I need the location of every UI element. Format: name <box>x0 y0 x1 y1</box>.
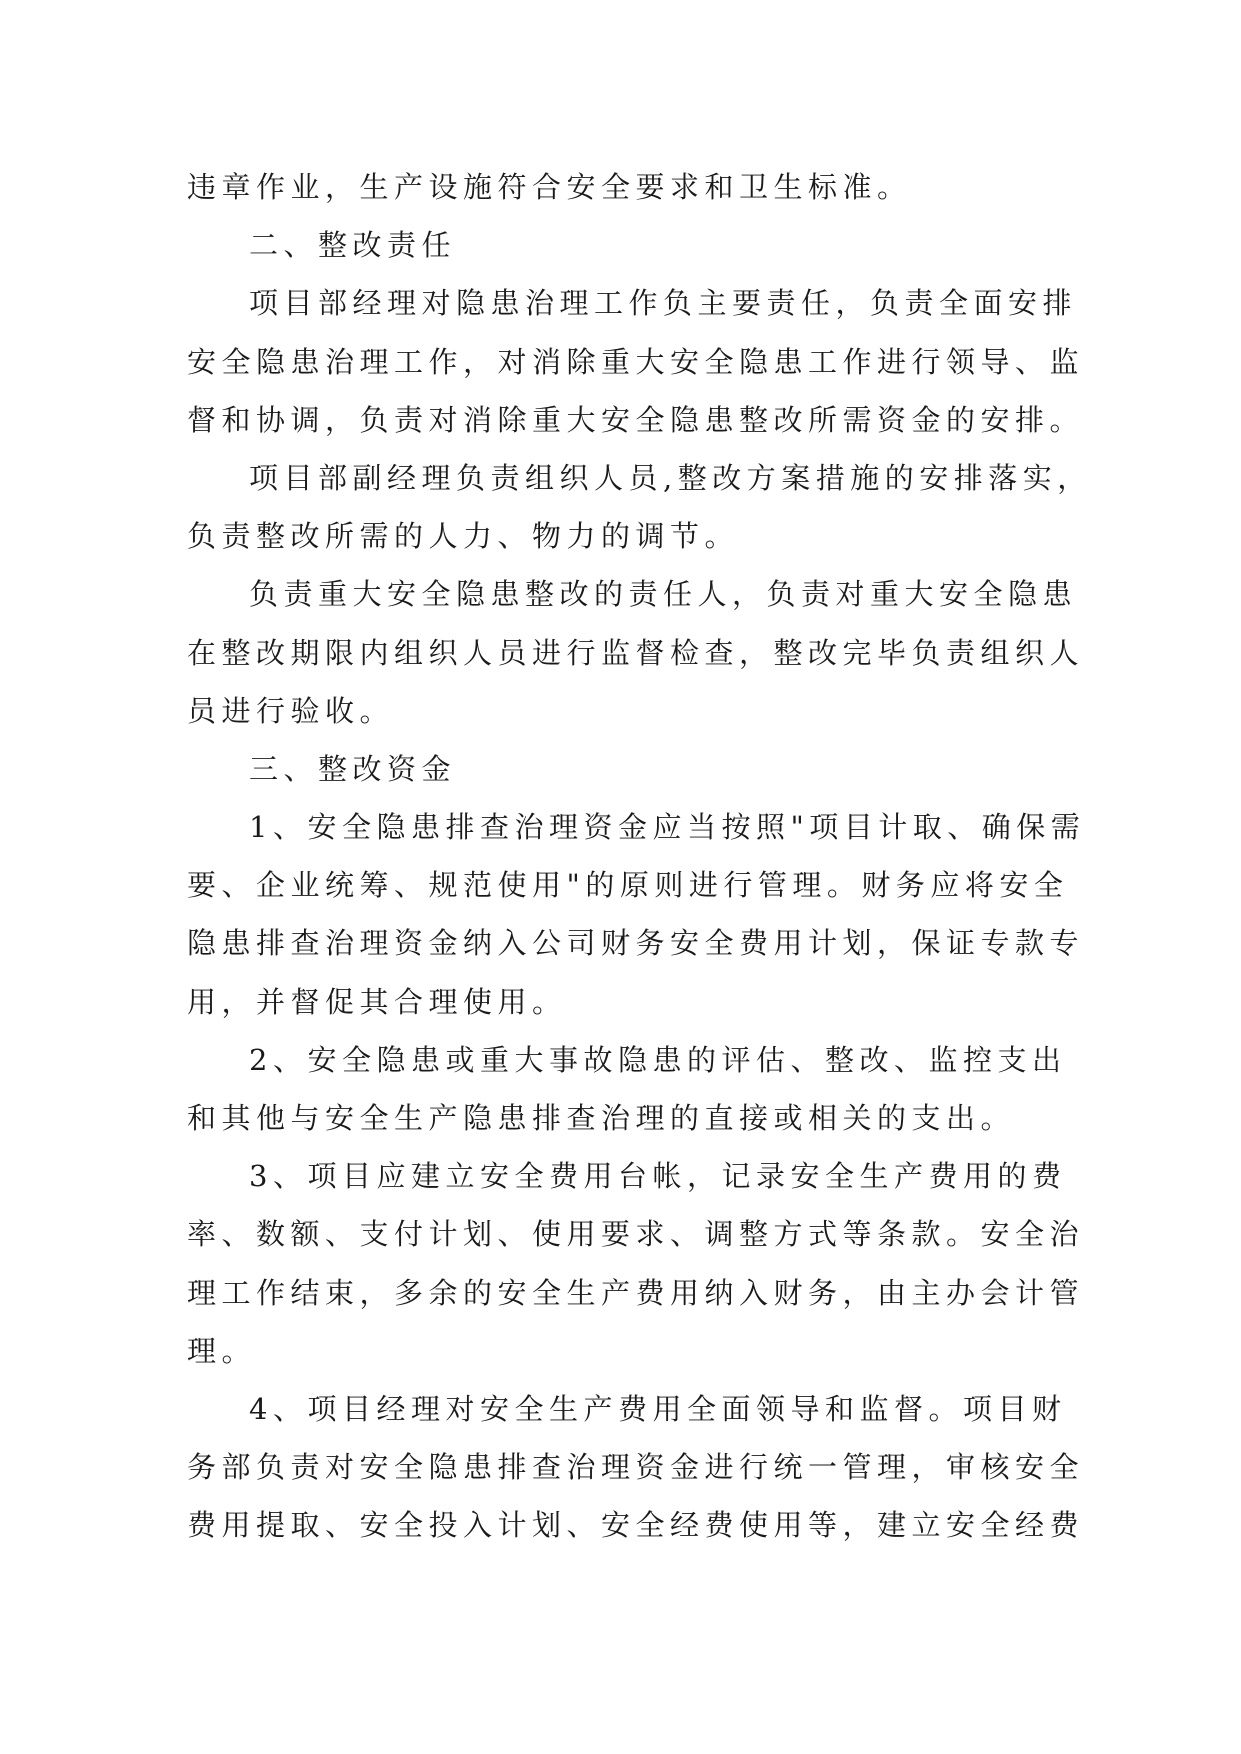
text-line: 3、项目应建立安全费用台帐，记录安全生产费用的费 <box>249 1159 1067 1194</box>
text-line: 督和协调，负责对消除重大安全隐患整改所需资金的安排。 <box>187 402 1085 437</box>
document-body <box>187 158 1092 1555</box>
text-line: 在整改期限内组织人员进行监督检查，整改完毕负责组织人 <box>187 635 1085 670</box>
section-heading: 二、整改责任 <box>249 228 457 263</box>
section-heading: 三、整改资金 <box>249 751 457 786</box>
text-line: 费用提取、安全投入计划、安全经费使用等，建立安全经费 <box>187 1508 1085 1543</box>
text-line: 理。 <box>187 1333 257 1368</box>
text-line: 要、企业统筹、规范使用"的原则进行管理。财务应将安全 <box>187 868 1069 903</box>
text-line: 员进行验收。 <box>187 693 395 728</box>
text-line: 负责整改所需的人力、物力的调节。 <box>187 519 740 554</box>
text-line: 率、数额、支付计划、使用要求、调整方式等条款。安全治 <box>187 1217 1085 1252</box>
text-line: 4、项目经理对安全生产费用全面领导和监督。项目财 <box>249 1391 1067 1426</box>
text-line: 1、安全隐患排查治理资金应当按照"项目计取、确保需 <box>249 810 1086 845</box>
text-line: 项目部经理对隐患治理工作负主要责任，负责全面安排 <box>249 286 1078 321</box>
text-line: 和其他与安全生产隐患排查治理的直接或相关的支出。 <box>187 1101 1016 1135</box>
text-line: 违章作业，生产设施符合安全要求和卫生标准。 <box>187 170 912 204</box>
text-line: 用，并督促其合理使用。 <box>187 984 567 1019</box>
text-line: 理工作结束，多余的安全生产费用纳入财务，由主办会计管 <box>187 1275 1085 1310</box>
text-line: 隐患排查治理资金纳入公司财务安全费用计划，保证专款专 <box>187 926 1085 961</box>
text-line: 务部负责对安全隐患排查治理资金进行统一管理，审核安全 <box>187 1450 1085 1485</box>
text-line: 2、安全隐患或重大事故隐患的评估、整改、监控支出 <box>249 1042 1067 1077</box>
text-line: 安全隐患治理工作，对消除重大安全隐患工作进行领导、监 <box>187 344 1085 379</box>
text-line: 项目部副经理负责组织人员,整改方案措施的安排落实， <box>249 460 1092 495</box>
text-line: 负责重大安全隐患整改的责任人，负责对重大安全隐患 <box>249 577 1078 612</box>
